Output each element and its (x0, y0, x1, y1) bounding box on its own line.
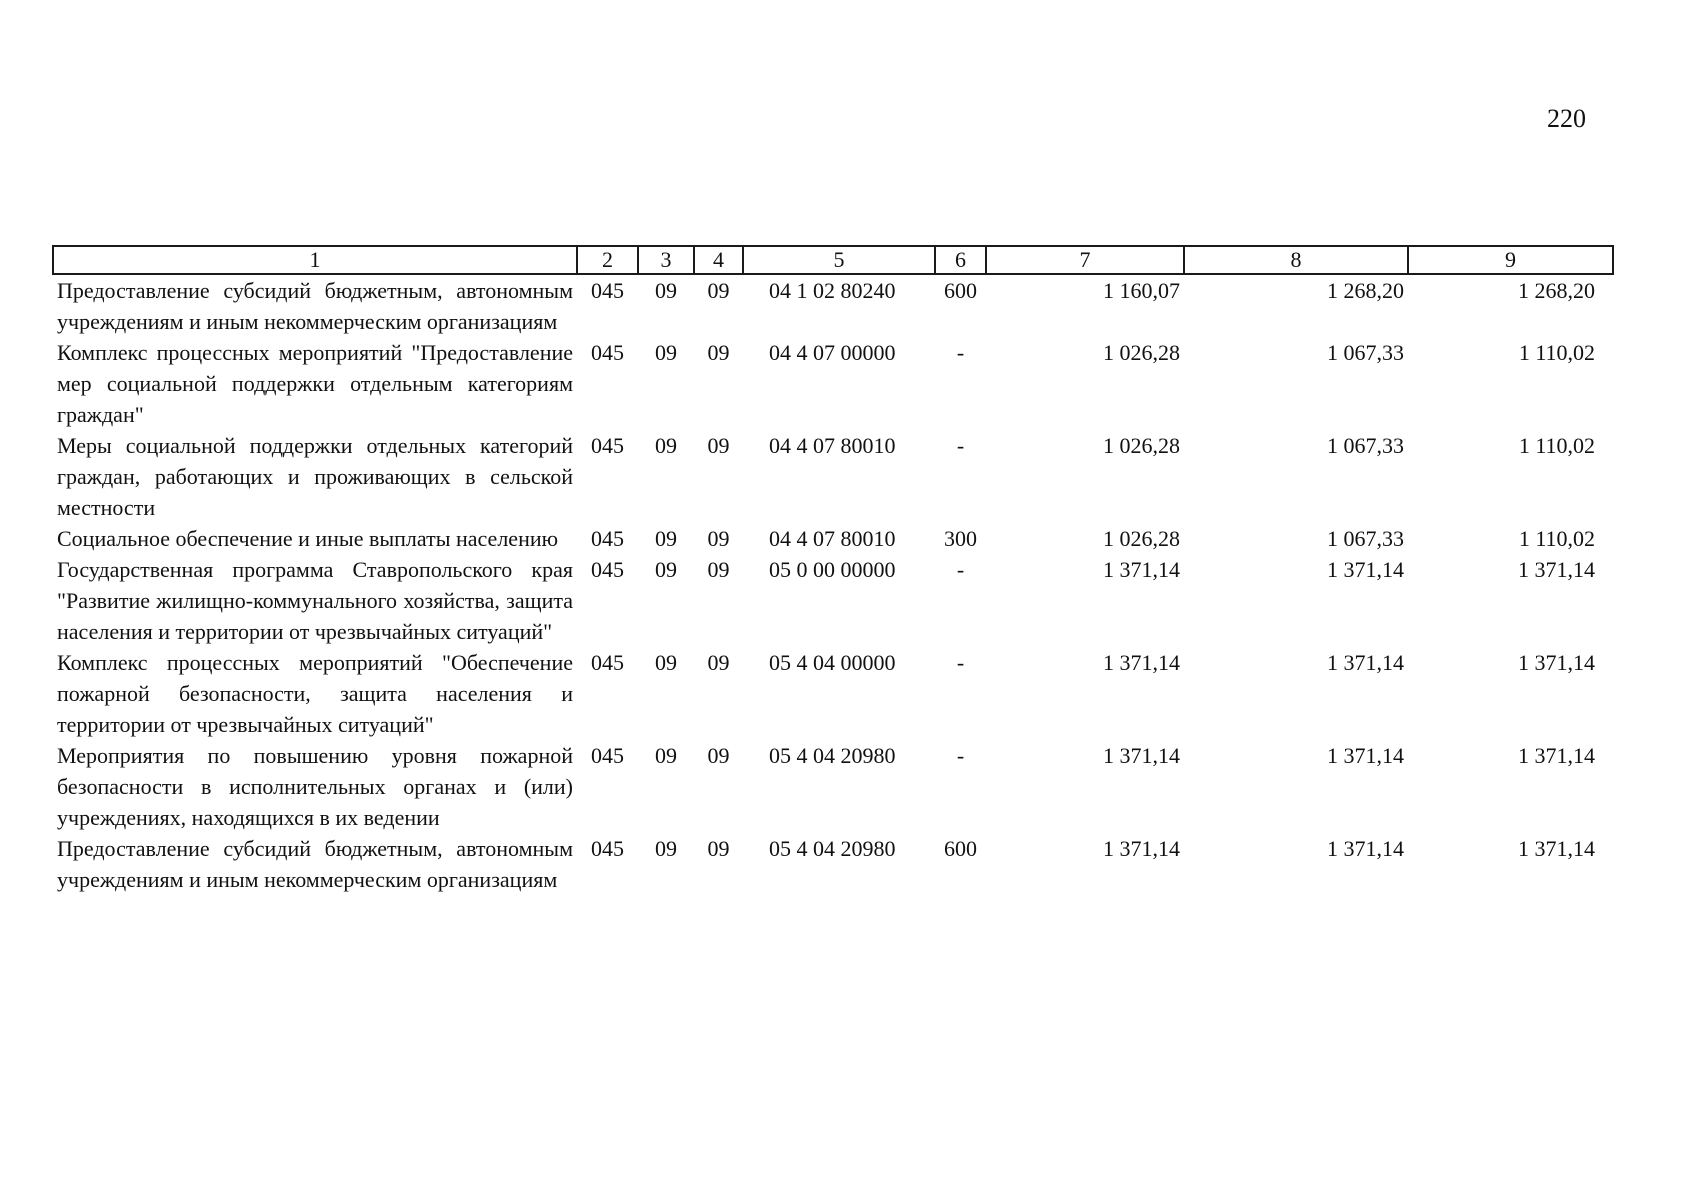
amount-col-8: 1 067,33 (1327, 526, 1404, 551)
amount-col-8: 1 268,20 (1327, 278, 1404, 303)
target-code: 05 4 04 20980 (769, 743, 896, 768)
amount-col-8: 1 067,33 (1327, 340, 1404, 365)
target-code: 04 4 07 80010 (769, 433, 896, 458)
header-row (53, 246, 1613, 274)
row-name: Меры социальной поддержки отдельных категорий граждан, работающих и проживающих в сельской местности (57, 433, 573, 520)
section-code: 09 (655, 557, 677, 582)
table-row (53, 337, 1613, 430)
row-name: Предоставление субсидий бюджетным, автономным учреждениям и иным некоммерческим организациям (57, 836, 573, 892)
expense-type-code: - (956, 650, 965, 675)
column-header-7: 7 (986, 246, 1184, 274)
expense-type-code: 600 (944, 836, 977, 861)
ministry-code: 045 (591, 836, 624, 861)
row-name: Комплекс процессных мероприятий "Предоставление мер социальной поддержки отдельным категориям граждан" (57, 340, 573, 427)
subsection-code: 09 (707, 836, 730, 861)
expense-type-code: 600 (944, 278, 977, 303)
column-header-2: 2 (577, 246, 638, 274)
amount-col-9: 1 371,14 (1518, 650, 1595, 675)
target-code: 04 4 07 80010 (769, 526, 896, 551)
section-code: 09 (655, 526, 677, 551)
page-number: 220 (1547, 104, 1586, 133)
expense-type-code: - (956, 557, 965, 582)
ministry-code: 045 (591, 340, 624, 365)
row-name: Комплекс процессных мероприятий "Обеспечение пожарной безопасности, защита населения и территории от чрезвычайных ситуаций" (57, 650, 573, 737)
subsection-code: 09 (707, 557, 730, 582)
amount-col-7: 1 160,07 (1103, 278, 1180, 303)
target-code: 04 1 02 80240 (769, 278, 896, 303)
amount-col-7: 1 371,14 (1103, 836, 1180, 861)
column-header-9: 9 (1408, 246, 1613, 274)
expense-type-code: - (956, 743, 965, 768)
ministry-code: 045 (591, 743, 624, 768)
section-code: 09 (655, 650, 677, 675)
column-header-4: 4 (694, 246, 743, 274)
column-header-3: 3 (638, 246, 694, 274)
amount-col-9: 1 110,02 (1518, 340, 1595, 365)
amount-col-9: 1 371,14 (1518, 743, 1595, 768)
table-body (53, 274, 1613, 895)
amount-col-9: 1 371,14 (1518, 557, 1595, 582)
amount-col-7: 1 026,28 (1103, 433, 1180, 458)
amount-col-7: 1 026,28 (1103, 340, 1180, 365)
amount-col-9: 1 371,14 (1518, 836, 1595, 861)
table-row (53, 274, 1613, 337)
row-name: Государственная программа Ставропольского края "Развитие жилищно-коммунального хозяйства, защита населения и территории от чрезвычайных ситуаций" (57, 557, 573, 644)
column-header-6: 6 (935, 246, 986, 274)
table-row (53, 647, 1613, 740)
amount-col-8: 1 371,14 (1327, 557, 1404, 582)
amount-col-8: 1 371,14 (1327, 743, 1404, 768)
subsection-code: 09 (707, 433, 730, 458)
row-name: Социальное обеспечение и иные выплаты населению (57, 526, 559, 551)
amount-col-7: 1 026,28 (1103, 526, 1180, 551)
target-code: 05 4 04 20980 (769, 836, 896, 861)
table-row (53, 430, 1613, 523)
amount-col-8: 1 371,14 (1327, 650, 1404, 675)
section-code: 09 (655, 433, 677, 458)
column-header-5: 5 (743, 246, 935, 274)
subsection-code: 09 (707, 340, 730, 365)
ministry-code: 045 (591, 557, 624, 582)
subsection-code: 09 (707, 650, 730, 675)
row-name: Предоставление субсидий бюджетным, автономным учреждениям и иным некоммерческим организациям (57, 278, 573, 334)
expense-type-code: - (956, 340, 965, 365)
ministry-code: 045 (591, 526, 624, 551)
ministry-code: 045 (591, 650, 624, 675)
amount-col-9: 1 110,02 (1518, 433, 1595, 458)
section-code: 09 (655, 278, 677, 303)
amount-col-7: 1 371,14 (1103, 557, 1180, 582)
target-code: 05 4 04 00000 (769, 650, 896, 675)
amount-col-7: 1 371,14 (1103, 743, 1180, 768)
amount-col-8: 1 371,14 (1327, 836, 1404, 861)
section-code: 09 (655, 340, 677, 365)
ministry-code: 045 (591, 278, 624, 303)
expense-type-code: 300 (944, 526, 977, 551)
amount-col-7: 1 371,14 (1103, 650, 1180, 675)
table-row (53, 523, 1613, 554)
table-row (53, 740, 1613, 833)
subsection-code: 09 (707, 278, 730, 303)
section-code: 09 (655, 743, 677, 768)
section-code: 09 (655, 836, 677, 861)
subsection-code: 09 (707, 526, 730, 551)
table-header (53, 246, 1613, 274)
amount-col-9: 1 268,20 (1518, 278, 1595, 303)
table-row (53, 554, 1613, 647)
subsection-code: 09 (707, 743, 730, 768)
expense-type-code: - (956, 433, 965, 458)
amount-col-9: 1 110,02 (1518, 526, 1595, 551)
target-code: 04 4 07 00000 (769, 340, 896, 365)
budget-table (52, 245, 1614, 895)
target-code: 05 0 00 00000 (769, 557, 896, 582)
ministry-code: 045 (591, 433, 624, 458)
column-header-1: 1 (53, 246, 577, 274)
amount-col-8: 1 067,33 (1327, 433, 1404, 458)
column-header-8: 8 (1184, 246, 1408, 274)
row-name: Мероприятия по повышению уровня пожарной безопасности в исполнительных органах и (или) учреждениях, находящихся в их ведении (57, 743, 573, 830)
table-row (53, 833, 1613, 895)
